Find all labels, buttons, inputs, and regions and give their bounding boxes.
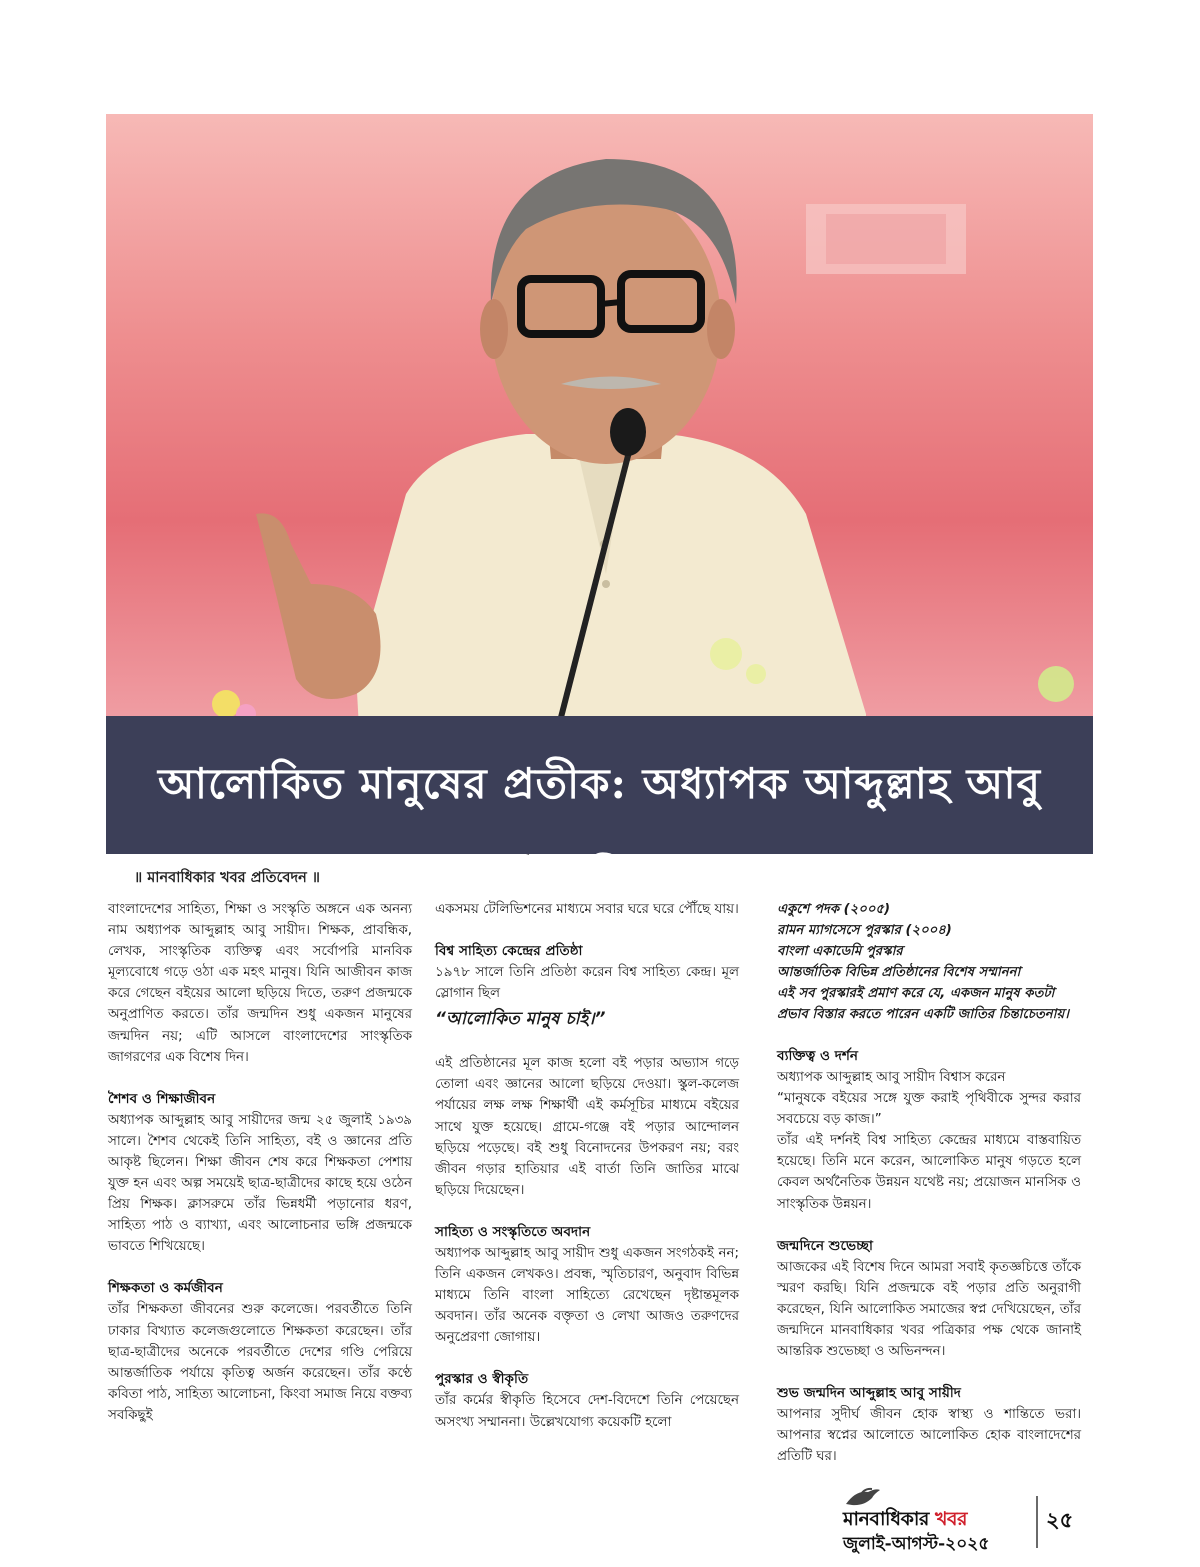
heading-happy-birthday: শুভ জন্মদিন আব্দুল্লাহ আবু সায়ীদ [777,1385,961,1402]
career-paragraph: তাঁর শিক্ষকতা জীবনের শুরু কলেজে। পরবর্তীতে তিনি ঢাকার বিখ্যাত কলেজগুলোতে শিক্ষকতা করেছেন। তাঁর ছাত্র-ছাত্রীদের অনেকে পরবর্তীতে দেশের গণ্ডি পেরিয়ে আন্তর্জাতিক পর্যায়ে কৃতিত্ব অর্জন করেছেন। তাঁর কণ্ঠে কবিতা পাঠ, সাহিত্য আলোচনা, কিংবা সমাজ নিয়ে বক্তব্য সবকিছুই [108,1302,412,1423]
footer-divider [1036,1496,1038,1548]
center-paragraph: ১৯৭৮ সালে তিনি প্রতিষ্ঠা করেন বিশ্ব সাহিত্য কেন্দ্র। মূল স্লোগান ছিল [435,965,739,1002]
masthead-main: মানবাধিকার [843,1508,929,1530]
heading-philosophy: ব্যক্তিত্ব ও দর্শন [777,1048,859,1064]
heading-awards: পুরস্কার ও স্বীকৃতি [435,1371,529,1388]
heading-literature: সাহিত্য ও সংস্কৃতিতে অবদান [435,1223,591,1240]
slogan-quote: “আলোকিত মানুষ চাই।” [435,1009,606,1030]
issue-date: জুলাই-আগস্ট-২০২৫ [843,1534,990,1554]
byline: ॥ মানবাধিকার খবর প্রতিবেদন ॥ [134,870,320,886]
heading-career: শিক্ষকতা ও কর্মজীবন [108,1280,223,1297]
award-item: আন্তর্জাতিক বিভিন্ন প্রতিষ্ঠানের বিশেষ সম্মাননা [777,965,1021,980]
heading-center: বিশ্ব সাহিত্য কেন্দ্রের প্রতিষ্ঠা [435,943,583,960]
headline: আলোকিত মানুষের প্রতীক: অধ্যাপক আব্দুল্লাহ আবু সায়ীদ [158,759,1041,904]
award-item: রামন ম্যাগসেসে পুরস্কার (২০০৪) [777,923,952,938]
column-2 [435,899,739,1433]
heading-childhood: শৈশব ও শিক্ষাজীবন [108,1090,216,1107]
heading-birthday-wishes: জন্মদিনে শুভেচ্ছা [777,1237,873,1254]
awards-paragraph: তাঁর কর্মের স্বীকৃতি হিসেবে দেশ-বিদেশে তিনি পেয়েছেন অসংখ্য সম্মাননা। উল্লেখযোগ্য কয়েকটি হলো [435,1393,739,1430]
column-3 [777,899,1081,1467]
awards-note: এই সব পুরস্কারই প্রমাণ করে যে, একজন মানুষ কতটা প্রভাব বিস্তার করতে পারেন একটি জাতির চিন্তাচেতনায়। [777,986,1069,1022]
literature-paragraph: অধ্যাপক আব্দুল্লাহ আবু সায়ীদ শুধু একজন সংগঠকই নন; তিনি একজন লেখকও। প্রবন্ধ, স্মৃতিচারণ, অনুবাদ বিভিন্ন মাধ্যমে তিনি বাংলা সাহিত্যে রেখেছেন দৃষ্টান্তমূলক অবদান। তাঁর অনেক বক্তৃতা ও লেখা আজও তরুণদের অনুপ্রেরণা জোগায়। [435,1245,739,1346]
childhood-paragraph: অধ্যাপক আব্দুল্লাহ আবু সায়ীদের জন্ম ২৫ জুলাই ১৯৩৯ সালে। শৈশব থেকেই তিনি সাহিত্য, বই ও জ্ঞানের প্রতি আকৃষ্ট ছিলেন। শিক্ষা জীবন শেষ করে শিক্ষকতা পেশায় যুক্ত হন এবং অল্প সময়েই ছাত্র-ছাত্রীদের কাছে হয়ে ওঠেন প্রিয় শিক্ষক। ক্লাসরুমে তাঁর ভিন্নধর্মী পড়ানোর ধরণ, সাহিত্য পাঠ ও ব্যাখ্যা, এবং আলোচনার ভঙ্গি প্রজন্মকে ভাবতে শিখিয়েছে। [108,1112,412,1255]
philosophy-quote: “মানুষকে বইয়ের সঙ্গে যুক্ত করাই পৃথিবীকে সুন্দর করার সবচেয়ে বড় কাজ।” [777,1091,1081,1128]
center-work-paragraph: এই প্রতিষ্ঠানের মূল কাজ হলো বই পড়ার অভ্যাস গড়ে তোলা এবং জ্ঞানের আলো ছড়িয়ে দেওয়া। স্কুল-কলেজ পর্যায়ের লক্ষ লক্ষ শিক্ষার্থী এই কর্মসূচির মাধ্যমে বইয়ের সাথে যুক্ত হয়েছে। গ্রামে-গঞ্জে বই পড়ার আন্দোলন ছড়িয়ে পড়েছে। বই শুধু বিনোদনের উপকরণ নয়; বরং জীবন গড়ার হাতিয়ার এই বার্তা তিনি জাতির মাঝে ছড়িয়ে দিয়েছেন। [435,1056,739,1198]
career-continued: একসময় টেলিভিশনের মাধ্যমে সবার ঘরে ঘরে পৌঁছে যায়। [435,902,739,917]
philosophy-paragraph: তাঁর এই দর্শনই বিশ্ব সাহিত্য কেন্দ্রের মাধ্যমে বাস্তবায়িত হয়েছে। তিনি মনে করেন, আলোকিত মানুষ গড়তে হলে কেবল অর্থনৈতিক উন্নয়ন যথেষ্ট নয়; প্রয়োজন মানসিক ও সাংস্কৃতিক উন্নয়ন। [777,1133,1081,1212]
column-1 [108,899,412,1426]
philosophy-intro: অধ্যাপক আব্দুল্লাহ আবু সায়ীদ বিশ্বাস করেন [777,1070,1006,1085]
award-item: বাংলা একাডেমি পুরস্কার [777,944,903,959]
wishes-paragraph: আজকের এই বিশেষ দিনে আমরা সবাই কৃতজ্ঞচিত্তে তাঁকে স্মরণ করছি। যিনি প্রজন্মকে বই পড়ার প্রতি অনুরাগী করেছেন, যিনি আলোকিত সমাজের স্বপ্ন দেখিয়েছেন, তাঁর জন্মদিনে মানবাধিকার খবর পত্রিকার পক্ষ থেকে জানাই আন্তরিক শুভেচ্ছা ও অভিনন্দন। [777,1259,1081,1360]
masthead-accent: খবর [934,1508,967,1530]
page-number: ২৫ [1046,1507,1074,1532]
birthday-paragraph: আপনার সুদীর্ঘ জীবন হোক স্বাস্থ্য ও শান্তিতে ভরা। আপনার স্বপ্নের আলোতে আলোকিত হোক বাংলাদেশের প্রতিটি ঘর। [777,1407,1081,1465]
intro-paragraph: বাংলাদেশের সাহিত্য, শিক্ষা ও সংস্কৃতি অঙ্গনে এক অনন্য নাম অধ্যাপক আব্দুল্লাহ আবু সায়ীদ। শিক্ষক, প্রাবন্ধিক, লেখক, সাংস্কৃতিক ব্যক্তিত্ব এবং সর্বোপরি মানবিক মূল্যবোধে গড়ে ওঠা এক মহৎ মানুষ। যিনি আজীবন কাজ করে গেছেন বইয়ের আলো ছড়িয়ে দিতে, তরুণ প্রজন্মকে অনুপ্রাণিত করতে। তাঁর জন্মদিন শুধু একজন মানুষের জন্মদিন নয়; এটি আসলে বাংলাদেশের সাংস্কৃতিক জাগরণের এক বিশেষ দিন। [108,902,412,1065]
award-item: একুশে পদক (২০০৫) [777,902,890,917]
